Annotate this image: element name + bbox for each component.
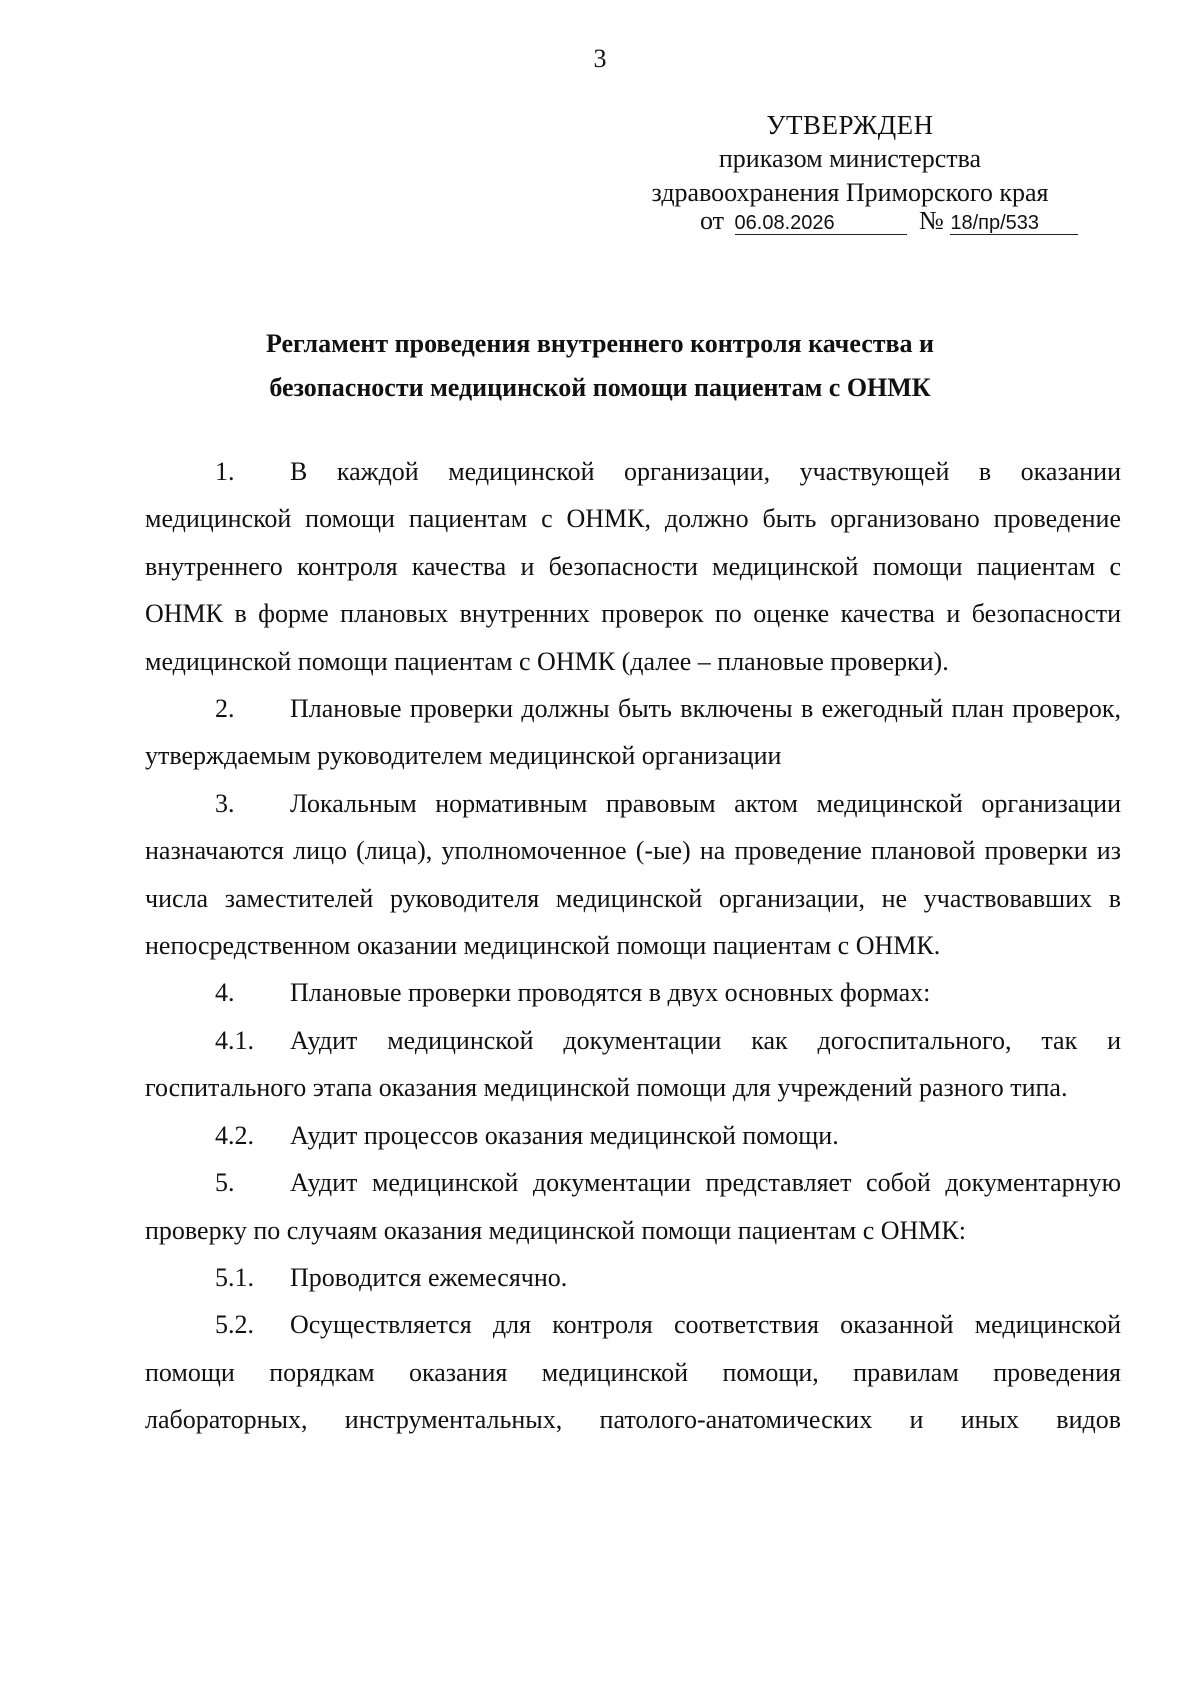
- order-date-number-line: [700, 206, 1100, 236]
- paragraph: [145, 448, 1121, 685]
- order-number-field: 18/пр/533: [950, 212, 1078, 235]
- approval-title: УТВЕРЖДЕН: [766, 110, 934, 140]
- paragraph-number: 5.1.: [215, 1262, 254, 1292]
- paragraph: [145, 1112, 1121, 1159]
- paragraph-text: В каждой медицинской организации, участвующей в оказании медицинской помощи пациентам с ОНМК, должно быть организовано проведение внутреннего контроля качества и безопасности медицинской помощи пациентам с ОНМК в форме плановых внутренних проверок по оценке качества и безопасности медицинской помощи пациентам с ОНМК (далее – плановые проверки).: [145, 457, 1121, 676]
- approval-line-1: приказом министерства: [718, 144, 982, 173]
- paragraph-number: 4.: [215, 978, 235, 1008]
- page-number: 3: [593, 44, 607, 73]
- paragraph: [145, 1301, 1121, 1443]
- paragraph-number: 4.2.: [215, 1120, 254, 1150]
- paragraph-text: Локальным нормативным правовым актом медицинской организации назначаются лицо (лица), уполномоченное (-ые) на проведение плановой проверки из числа заместителей руководителя медицинской организации, не участвовавших в непосредственном оказании медицинской помощи пациентам с ОНМК.: [145, 788, 1121, 961]
- paragraph-text: Плановые проверки проводятся в двух основных формах:: [290, 978, 931, 1008]
- paragraph-number: 5.: [215, 1168, 235, 1198]
- paragraph-text: Плановые проверки должны быть включены в ежегодный план проверок, утверждаемым руководителем медицинской организации: [145, 694, 1121, 771]
- approval-block: [600, 108, 1100, 210]
- paragraph-text: Аудит медицинской документации как догоспитального, так и госпитального этапа оказания медицинской помощи для учреждений разного типа.: [145, 1025, 1121, 1103]
- paragraph-number: 4.1.: [215, 1025, 254, 1055]
- paragraph-text: Осуществляется для контроля соответствия оказанной медицинской помощи порядкам оказания медицинской помощи, правилам проведения лабораторных, инструментальных, патолого-анатомических и иных видов: [145, 1310, 1121, 1435]
- approval-line-2: здравоохранения Приморского края: [651, 178, 1049, 207]
- paragraph-text: Аудит процессов оказания медицинской помощи.: [290, 1120, 839, 1150]
- paragraph: [145, 1254, 1121, 1301]
- paragraph-number: 5.2.: [215, 1310, 254, 1340]
- number-prefix: №: [919, 206, 944, 235]
- heading-line-1: Регламент проведения внутреннего контроля качества и: [265, 329, 935, 358]
- document-body: [145, 448, 1121, 1444]
- paragraph: [145, 969, 1121, 1016]
- paragraph-text: Проводится ежемесячно.: [290, 1262, 568, 1292]
- paragraph: [145, 685, 1121, 780]
- date-prefix: от: [700, 206, 725, 235]
- paragraph: [145, 1017, 1121, 1112]
- order-date-field: 06.08.2026: [735, 212, 907, 235]
- paragraph: [145, 780, 1121, 970]
- paragraph-number: 1.: [215, 457, 235, 486]
- heading-line-2: безопасности медицинской помощи пациентам с ОНМК: [269, 373, 931, 402]
- paragraph-number: 2.: [215, 694, 235, 724]
- paragraph-text: Аудит медицинской документации представляет собой документарную проверку по случаям оказания медицинской помощи пациентам с ОНМК:: [145, 1168, 1121, 1245]
- paragraph: [145, 1159, 1121, 1254]
- paragraph-number: 3.: [215, 788, 235, 818]
- document-heading: [140, 322, 1060, 410]
